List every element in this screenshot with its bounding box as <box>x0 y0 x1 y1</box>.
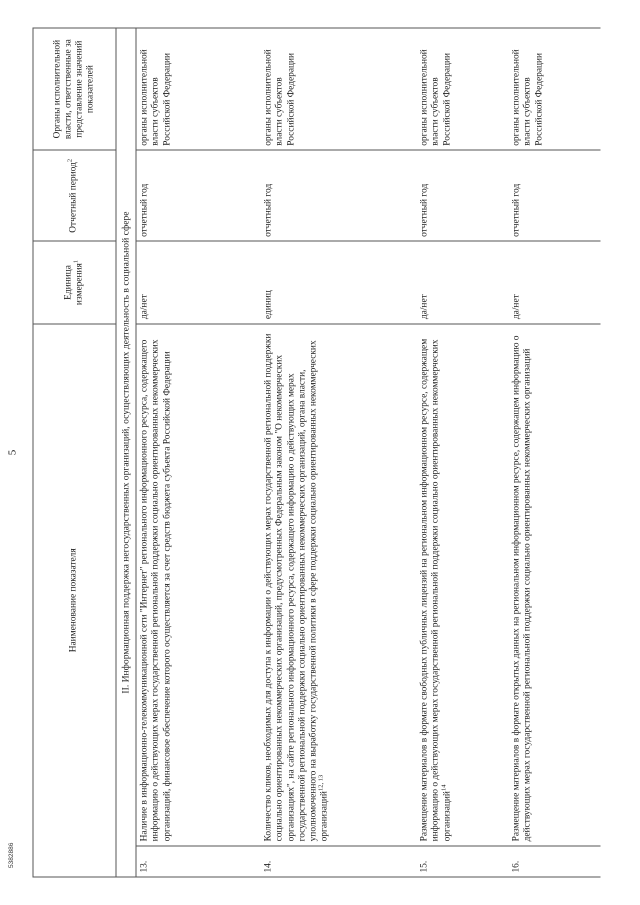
row-organs: органы исполнительной власти субъектов Российской Федерации <box>509 28 601 150</box>
section-header-row <box>116 28 136 877</box>
header-unit: Единица измерения$^1$ <box>33 241 116 323</box>
row-period: отчетный год <box>509 150 601 241</box>
row-unit: единиц <box>261 241 417 323</box>
row-indicator-text: Размещение материалов в формате открытых данных на региональном информационном ресурсе, содержащем информацию о действующих мерах государственной региональной поддержки социально ориентированных некоммерческих организаций <box>509 324 601 846</box>
row-unit: да/нет <box>509 241 601 323</box>
row-indicator-text: Размещение материалов в формате свободных публичных лицензий на региональном информационном ресурсе, содержащем информацию о действующих мерах государственной региональной поддержки социально ориентированных некоммерческих организаций$^{14}$ <box>417 324 509 846</box>
row-unit: да/нет <box>136 241 261 323</box>
row-indicator-text: Количество кликов, необходимых для доступа к информации о действующих мерах государственной региональной поддержки социально ориентированных некоммерческих организаций, предусмотренных Федеральным законом "О некоммерческих организациях", на сайте регионального информационного ресурса, содержащего информацию о действующих мерах государственной региональной поддержки социально ориентированных некоммерческих организаций, органа власти, уполномоченного на выработку государственной политики в сфере поддержки социально ориентированных некоммерческих организаций$^{12, 13}$ <box>261 324 417 846</box>
row-period: отчетный год <box>417 150 509 241</box>
table-row <box>136 28 261 877</box>
table-row <box>509 28 601 877</box>
row-number: 13. <box>136 846 261 877</box>
table-row <box>261 28 417 877</box>
section-title: II. Информационная поддержка негосударственных организаций, осуществляющих деятельность в социальной сфере <box>116 28 136 877</box>
row-indicator-text: Наличие в информационно-телекоммуникационной сети "Интернет" регионального информационного ресурса, содержащего информацию о действующих мерах государственной региональной поддержки социально ориентированных некоммерческих организаций, финансовое обеспечение которого осуществляется за счет средств бюджета субъекта Российской Федерации <box>136 324 261 846</box>
row-organs: органы исполнительной власти субъектов Российской Федерации <box>261 28 417 150</box>
row-period: отчетный год <box>136 150 261 241</box>
row-number: 15. <box>417 846 509 877</box>
row-number: 16. <box>509 846 601 877</box>
row-number: 14. <box>261 846 417 877</box>
document-code: 5382886 <box>8 842 15 868</box>
row-organs: органы исполнительной власти субъектов Российской Федерации <box>417 28 509 150</box>
row-period: отчетный год <box>261 150 417 241</box>
header-indicator-name: Наименование показателя <box>33 324 116 877</box>
row-organs: органы исполнительной власти субъектов Российской Федерации <box>136 28 261 150</box>
indicators-table <box>33 28 601 878</box>
page-number: 5 <box>6 449 19 456</box>
header-period: Отчетный период$^2$ <box>33 150 116 241</box>
row-unit: да/нет <box>417 241 509 323</box>
table-header-row <box>33 28 116 877</box>
table-row <box>417 28 509 877</box>
header-organs: Органы исполнительной власти, ответственные за представление значений показателей <box>33 28 116 150</box>
